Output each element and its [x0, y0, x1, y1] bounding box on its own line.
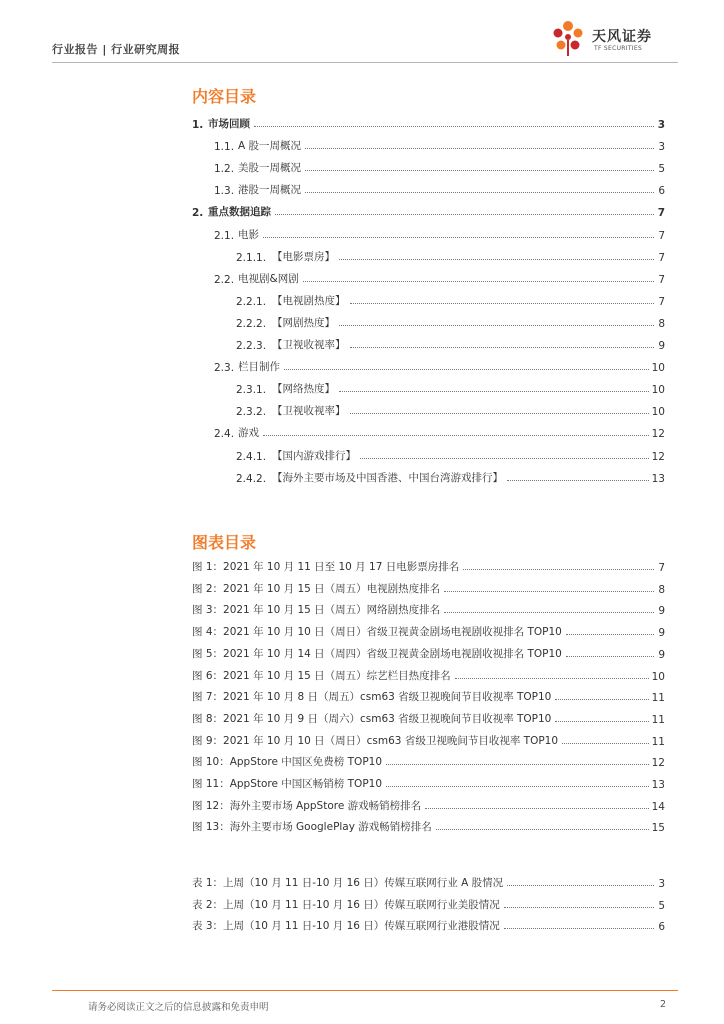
- entry-page: 7: [657, 207, 665, 220]
- entry-page: 8: [658, 583, 665, 596]
- entry-page: 6: [658, 185, 665, 198]
- entry-label: 表 3：上周（10 月 11 日-10 月 16 日）传媒互联网行业港股情况: [192, 920, 500, 932]
- toc-entry[interactable]: [214, 422, 665, 440]
- entry-page: 11: [651, 735, 665, 748]
- toc-entry[interactable]: [192, 894, 665, 912]
- logo-text-cn: 天风证券: [592, 29, 652, 45]
- entry-label: 电影: [238, 228, 259, 241]
- entry-label: A 股一周概况: [238, 140, 302, 153]
- entry-label: 游戏: [238, 427, 259, 440]
- dot-leader: [305, 170, 654, 171]
- entry-label: 港股一周概况: [238, 184, 301, 197]
- dot-leader: [339, 391, 649, 392]
- dot-leader: [566, 656, 654, 657]
- entry-number: 2.3.1.: [236, 384, 267, 397]
- entry-page: 8: [658, 317, 665, 330]
- toc-entry[interactable]: [214, 224, 665, 242]
- entry-page: 7: [658, 251, 665, 264]
- entry-page: 13: [651, 472, 665, 485]
- toc-entry[interactable]: [236, 312, 665, 330]
- entry-label: 图 7：2021 年 10 月 8 日（周五）csm63 省级卫视晚间节目收视率 TOP10: [192, 691, 552, 704]
- toc-entry[interactable]: [236, 400, 665, 418]
- dot-leader: [555, 699, 648, 700]
- page-header: [52, 0, 678, 63]
- toc-entry[interactable]: [236, 378, 665, 396]
- entry-label: 图 1：2021 年 10 月 11 日至 10 月 17 日电影票房排名: [192, 561, 460, 573]
- toc-entry[interactable]: [192, 708, 665, 726]
- entry-label: 电视剧&网剧: [238, 272, 299, 285]
- entry-page: 12: [651, 428, 665, 441]
- entry-number: 2.4.2.: [236, 472, 267, 485]
- entry-number: 2.2.1.: [236, 295, 267, 308]
- entry-page: 3: [658, 141, 665, 154]
- dot-leader: [386, 786, 649, 787]
- entry-number: 2.4.: [214, 428, 235, 441]
- entry-page: 9: [658, 648, 665, 661]
- toc-entry[interactable]: [236, 334, 665, 352]
- entry-label: 图 9：2021 年 10 月 10 日（周日）csm63 省级卫视晚间节目收视率 TOP10: [192, 734, 559, 747]
- entry-label: 【电影票房】: [272, 250, 335, 263]
- page-number: 2: [659, 999, 666, 1010]
- entry-page: 7: [658, 229, 665, 242]
- entry-number: 2.2.3.: [236, 340, 267, 352]
- toc-entry[interactable]: [192, 915, 665, 933]
- entry-label: 图 2：2021 年 10 月 15 日（周五）电视剧热度排名: [192, 582, 441, 595]
- dot-leader: [507, 885, 654, 886]
- toc-entry[interactable]: [192, 872, 665, 890]
- entry-page: 9: [658, 627, 665, 640]
- entry-number: 1.1.: [214, 141, 235, 154]
- entry-page: 9: [658, 340, 665, 352]
- toc-entry[interactable]: [192, 621, 665, 639]
- entry-label: 图 8：2021 年 10 月 9 日（周六）csm63 省级卫视晚间节目收视率 TOP10: [192, 712, 552, 725]
- dot-leader: [455, 678, 649, 679]
- entry-label: 图 10：AppStore 中国区免费榜 TOP10: [192, 756, 383, 769]
- entry-label: 【卫视收视率】: [272, 405, 346, 418]
- entry-number: 2.2.: [214, 273, 235, 286]
- entry-page: 7: [658, 295, 665, 308]
- toc-entry[interactable]: [192, 201, 665, 219]
- dot-leader: [339, 325, 654, 326]
- toc-entry[interactable]: [192, 643, 665, 661]
- dot-leader: [463, 569, 654, 570]
- toc-entry[interactable]: [192, 556, 665, 574]
- flower-logo-icon: [548, 18, 588, 58]
- dot-leader: [350, 347, 655, 348]
- toc-entry[interactable]: [236, 246, 665, 264]
- entry-label: 图 12：海外主要市场 AppStore 游戏畅销榜排名: [192, 799, 422, 812]
- toc-title: 内容目录: [192, 87, 257, 106]
- dot-leader: [305, 192, 654, 193]
- entry-page: 7: [658, 562, 665, 574]
- entry-number: 2.3.2.: [236, 406, 267, 419]
- entry-number: 2.4.1.: [236, 450, 267, 463]
- entry-label: 【国内游戏排行】: [272, 449, 356, 462]
- dot-leader: [275, 214, 654, 215]
- entry-label: 栏目制作: [238, 361, 280, 374]
- entry-page: 5: [658, 899, 665, 912]
- toc-entry[interactable]: [192, 816, 665, 834]
- toc-entry[interactable]: [192, 599, 665, 617]
- dot-leader: [562, 743, 649, 744]
- toc-entry[interactable]: [214, 179, 665, 197]
- entry-page: 6: [658, 921, 665, 933]
- figure-list-title: 图表目录: [192, 533, 257, 552]
- dot-leader: [350, 303, 655, 304]
- dot-leader: [284, 369, 649, 370]
- entry-label: 【海外主要市场及中国香港、中国台湾游戏排行】: [272, 471, 503, 484]
- toc-entry[interactable]: [236, 467, 665, 485]
- company-logo: [548, 18, 678, 58]
- toc-entry[interactable]: [192, 730, 665, 748]
- entry-page: 10: [651, 362, 665, 375]
- dot-leader: [263, 435, 649, 436]
- disclaimer: 请务必阅读正文之后的信息披露和免责申明: [88, 1002, 269, 1013]
- dot-leader: [504, 907, 654, 908]
- entry-page: 3: [658, 878, 665, 890]
- dot-leader: [504, 928, 654, 929]
- entry-label: 【电视剧热度】: [272, 294, 346, 307]
- dot-leader: [263, 237, 654, 238]
- entry-label: 【网剧热度】: [272, 316, 335, 329]
- dot-leader: [425, 808, 648, 809]
- entry-page: 13: [651, 779, 665, 791]
- toc-entry[interactable]: [214, 157, 665, 175]
- entry-number: 2.: [192, 207, 204, 220]
- entry-number: 2.1.1.: [236, 251, 267, 264]
- toc-entry[interactable]: [192, 773, 665, 791]
- entry-page: 11: [651, 713, 665, 726]
- entry-label: 图 4：2021 年 10 月 10 日（周日）省级卫视黄金剧场电视剧收视排名 TOP10: [192, 626, 562, 639]
- dot-leader: [303, 281, 654, 282]
- toc-entry[interactable]: [214, 135, 665, 153]
- entry-label: 市场回顾: [208, 118, 250, 130]
- toc-entry[interactable]: [192, 665, 665, 683]
- toc-entry[interactable]: [192, 795, 665, 813]
- toc-entry[interactable]: [192, 751, 665, 769]
- entry-label: 图 6：2021 年 10 月 15 日（周五）综艺栏目热度排名: [192, 669, 451, 682]
- entry-page: 3: [657, 119, 665, 131]
- dot-leader: [305, 148, 654, 149]
- entry-page: 10: [651, 406, 665, 419]
- entry-page: 9: [658, 605, 665, 618]
- dot-leader: [386, 764, 649, 765]
- logo-text-en: TF SECURITIES: [594, 45, 643, 52]
- entry-label: 图 5：2021 年 10 月 14 日（周四）省级卫视黄金剧场电视剧收视排名 TOP10: [192, 647, 562, 660]
- toc-entry[interactable]: [192, 578, 665, 596]
- entry-page: 10: [651, 384, 665, 397]
- dot-leader: [254, 126, 654, 127]
- dot-leader: [436, 829, 649, 830]
- entry-page: 7: [658, 273, 665, 286]
- dot-leader: [444, 612, 654, 613]
- dot-leader: [444, 591, 654, 592]
- entry-number: 2.3.: [214, 362, 235, 375]
- entry-page: 11: [651, 692, 665, 705]
- entry-page: 15: [651, 822, 665, 835]
- entry-number: 2.2.2.: [236, 317, 267, 330]
- entry-page: 5: [658, 163, 665, 176]
- toc-entry[interactable]: [214, 268, 665, 286]
- entry-label: 【网络热度】: [272, 383, 335, 396]
- toc-entry[interactable]: [236, 290, 665, 308]
- entry-label: 表 1：上周（10 月 11 日-10 月 16 日）传媒互联网行业 A 股情况: [192, 877, 504, 889]
- entry-label: 图 13：海外主要市场 GooglePlay 游戏畅销榜排名: [192, 821, 432, 834]
- entry-label: 美股一周概况: [238, 162, 301, 175]
- dot-leader: [555, 721, 648, 722]
- toc-entry[interactable]: [192, 686, 665, 704]
- dot-leader: [350, 413, 649, 414]
- entry-number: 1.2.: [214, 163, 235, 176]
- entry-label: 图 11：AppStore 中国区畅销榜 TOP10: [192, 778, 383, 790]
- entry-page: 10: [651, 670, 665, 683]
- breadcrumb: 行业报告 | 行业研究周报: [52, 43, 181, 56]
- dot-leader: [339, 259, 654, 260]
- entry-page: 12: [651, 450, 665, 463]
- toc-entry[interactable]: [192, 113, 665, 131]
- entry-page: 12: [651, 757, 665, 770]
- toc-entry[interactable]: [236, 445, 665, 463]
- page-footer: [52, 990, 678, 1011]
- entry-label: 表 2：上周（10 月 11 日-10 月 16 日）传媒互联网行业美股情况: [192, 898, 500, 911]
- entry-number: 2.1.: [214, 229, 235, 242]
- dot-leader: [507, 480, 649, 481]
- toc-entry[interactable]: [214, 356, 665, 374]
- entry-page: 14: [651, 800, 665, 813]
- entry-label: 【卫视收视率】: [272, 339, 346, 351]
- entry-label: 重点数据追踪: [208, 206, 271, 219]
- entry-number: 1.3.: [214, 185, 235, 198]
- dot-leader: [566, 634, 654, 635]
- entry-number: 1.: [192, 119, 204, 131]
- dot-leader: [360, 458, 649, 459]
- entry-label: 图 3：2021 年 10 月 15 日（周五）网络剧热度排名: [192, 604, 441, 617]
